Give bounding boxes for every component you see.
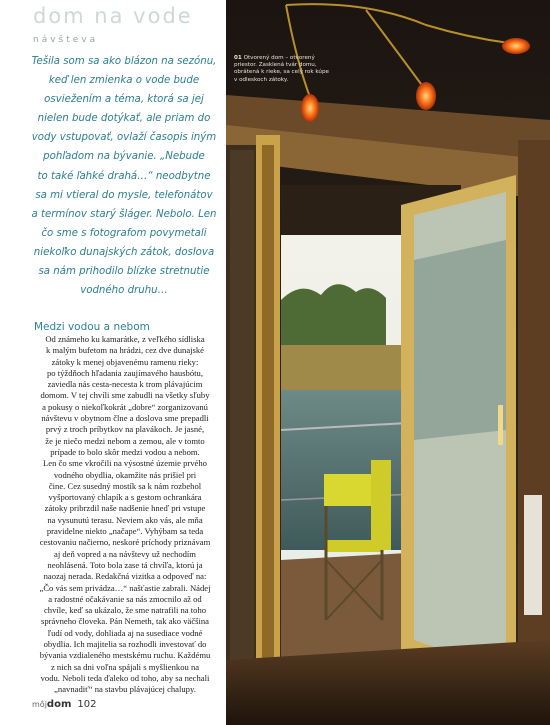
body-line: čine. Cez susedný mostík sa k nám rozbehol	[48, 480, 202, 491]
intro-line: to také ľahké drahá…“ neodbytne	[37, 170, 211, 182]
body-line: zátoky k menej objavenému ramenu rieky:	[51, 356, 199, 367]
right-wall	[518, 140, 550, 725]
intro-paragraph	[30, 52, 218, 300]
intro-line: keď len zmienka o vode bude	[48, 75, 200, 87]
body-line: cestovaniu načierno, neskoré príchody priznávam	[39, 537, 211, 548]
lamp-1	[502, 38, 530, 54]
text-column	[0, 0, 226, 725]
magazine-prefix: môj	[32, 700, 47, 709]
body-line: zaviedla nás cesta-necesta k trom plávajúcim	[47, 379, 203, 390]
body-line: vodného obydlia, okamžite nás prišiel pri	[53, 469, 197, 480]
photo-caption	[234, 55, 334, 84]
intro-line: sa nám prihodilo blízke stretnutie	[38, 266, 210, 278]
body-line: bývania vzdialeného mestskému ruchu. Každému	[39, 650, 211, 661]
left-blind	[230, 150, 254, 690]
body-line: „Čo vás sem privádza…“ našťastie zabrali. Nádej	[39, 582, 211, 593]
subheading: Medzi vodou a nebom	[34, 321, 150, 333]
body-line: a pokusy o niekoľkokrát „dobre“ zorganizovanú	[42, 401, 208, 412]
intro-line: a termínov starý šláger. Nebolo. Len	[31, 208, 217, 220]
radiator	[524, 495, 542, 615]
intro-line: vodného druhu…	[80, 285, 168, 297]
intro-line: sa mi vtieral do mysle, telefonátov	[35, 189, 213, 201]
body-line: k malým bufetom na hrádzi, cez dve dunajské	[46, 345, 204, 356]
photo-illustration	[226, 0, 550, 725]
intro-line: vody vstupovať, ovlaží časopis iným	[31, 132, 217, 144]
intro-line: osviežením a téma, ktorá sa jej	[44, 94, 204, 106]
body-text	[33, 334, 217, 696]
body-line: na vysunutú terasu. Neviem ako vás, ale mňa	[47, 514, 203, 525]
body-line: Od známeho ku kamarátke, z veľkého sídliska	[45, 334, 205, 344]
body-line: vyšportovaný chlapík a s gestom ochrankára	[48, 492, 202, 503]
body-line: naozaj nerada. Redakčná vizitka a odpoveď na:	[43, 571, 207, 582]
section-title: dom na vode	[33, 4, 193, 28]
body-line: z nich sa dni voľna spájali s myšlienkou na	[50, 661, 200, 672]
door-reflection	[414, 240, 506, 440]
page-footer	[32, 699, 96, 710]
body-line: obydlia. Ich majitelia sa rozhodli investovať do	[43, 639, 207, 650]
body-line: pravidelne niekto „načape“. Vyhýbam sa teda	[46, 526, 204, 537]
houseboat-photo	[226, 0, 550, 725]
body-line: aj deň vopred a na návštevy už nechodím	[54, 548, 196, 559]
body-line: návštevu v obytnom člne a doslova sme prepadli	[41, 413, 209, 424]
body-line: vodu. Neboli teda ďaleko od toho, aby sa nechali	[40, 672, 210, 683]
section-subtitle: návšteva	[33, 35, 99, 45]
intro-line: nielen bude dotýkať, ale priam do	[37, 113, 211, 125]
intro-line: niekoľko dunajských zátok, doslova	[33, 246, 215, 258]
body-line: po týždňoch hľadania zaujímavého hausbótu,	[47, 367, 203, 378]
body-line: neohlásená. Toto bola zase tá chvíľa, ktorú ja	[47, 559, 203, 570]
page-number: 102	[77, 699, 97, 710]
body-line: že je niečo medzi nebom a zemou, ale v tomto	[45, 435, 205, 446]
body-line: ľudí od vody, dohliada aj na susediace vodné	[47, 627, 203, 638]
intro-line: čo sme s fotografom povymetali	[41, 227, 207, 239]
lamp-3	[301, 94, 319, 122]
lamp-2	[416, 82, 436, 110]
intro-line: pohľadom na bývanie. „Nebude	[43, 151, 205, 163]
body-line: prípade to bolo skôr medzi vodou a nebom.	[50, 446, 200, 457]
body-line: správneho človeka. Pán Nemeth, tak ako väčšina	[41, 616, 209, 627]
caption-text: Otvorený dom – otvorený priestor. Zasklená tvár domu, obrátená k rieke, sa celý rok kúpe v odleskoch zátoky.	[234, 55, 329, 83]
body-line: domom. V tej chvíli sme zabudli na všetky sľuby	[40, 390, 210, 401]
door-handle	[498, 405, 503, 445]
body-line: a radostné očakávanie sa nás zmocnilo až od	[48, 593, 202, 604]
body-line: chvíle, keď sa ukázalo, že sme natrafili na toho	[43, 605, 207, 616]
body-line: prvý z troch príbytkov na plavákoch. Je jasné,	[45, 424, 205, 435]
body-line: zátoky pribrzdil naše nadšenie hneď pri vstupe	[44, 503, 206, 514]
intro-line: Tešila som sa ako blázon na sezónu,	[31, 56, 217, 67]
caption-number: 01	[234, 55, 242, 61]
left-door-inner	[262, 145, 274, 705]
magazine-name: dom	[46, 699, 72, 710]
body-line: „navnadiť“ na stavbu plávajúcej chalupy.	[54, 684, 196, 695]
body-line: Len čo sme vkročili na výsostné územie prvého	[43, 458, 207, 469]
